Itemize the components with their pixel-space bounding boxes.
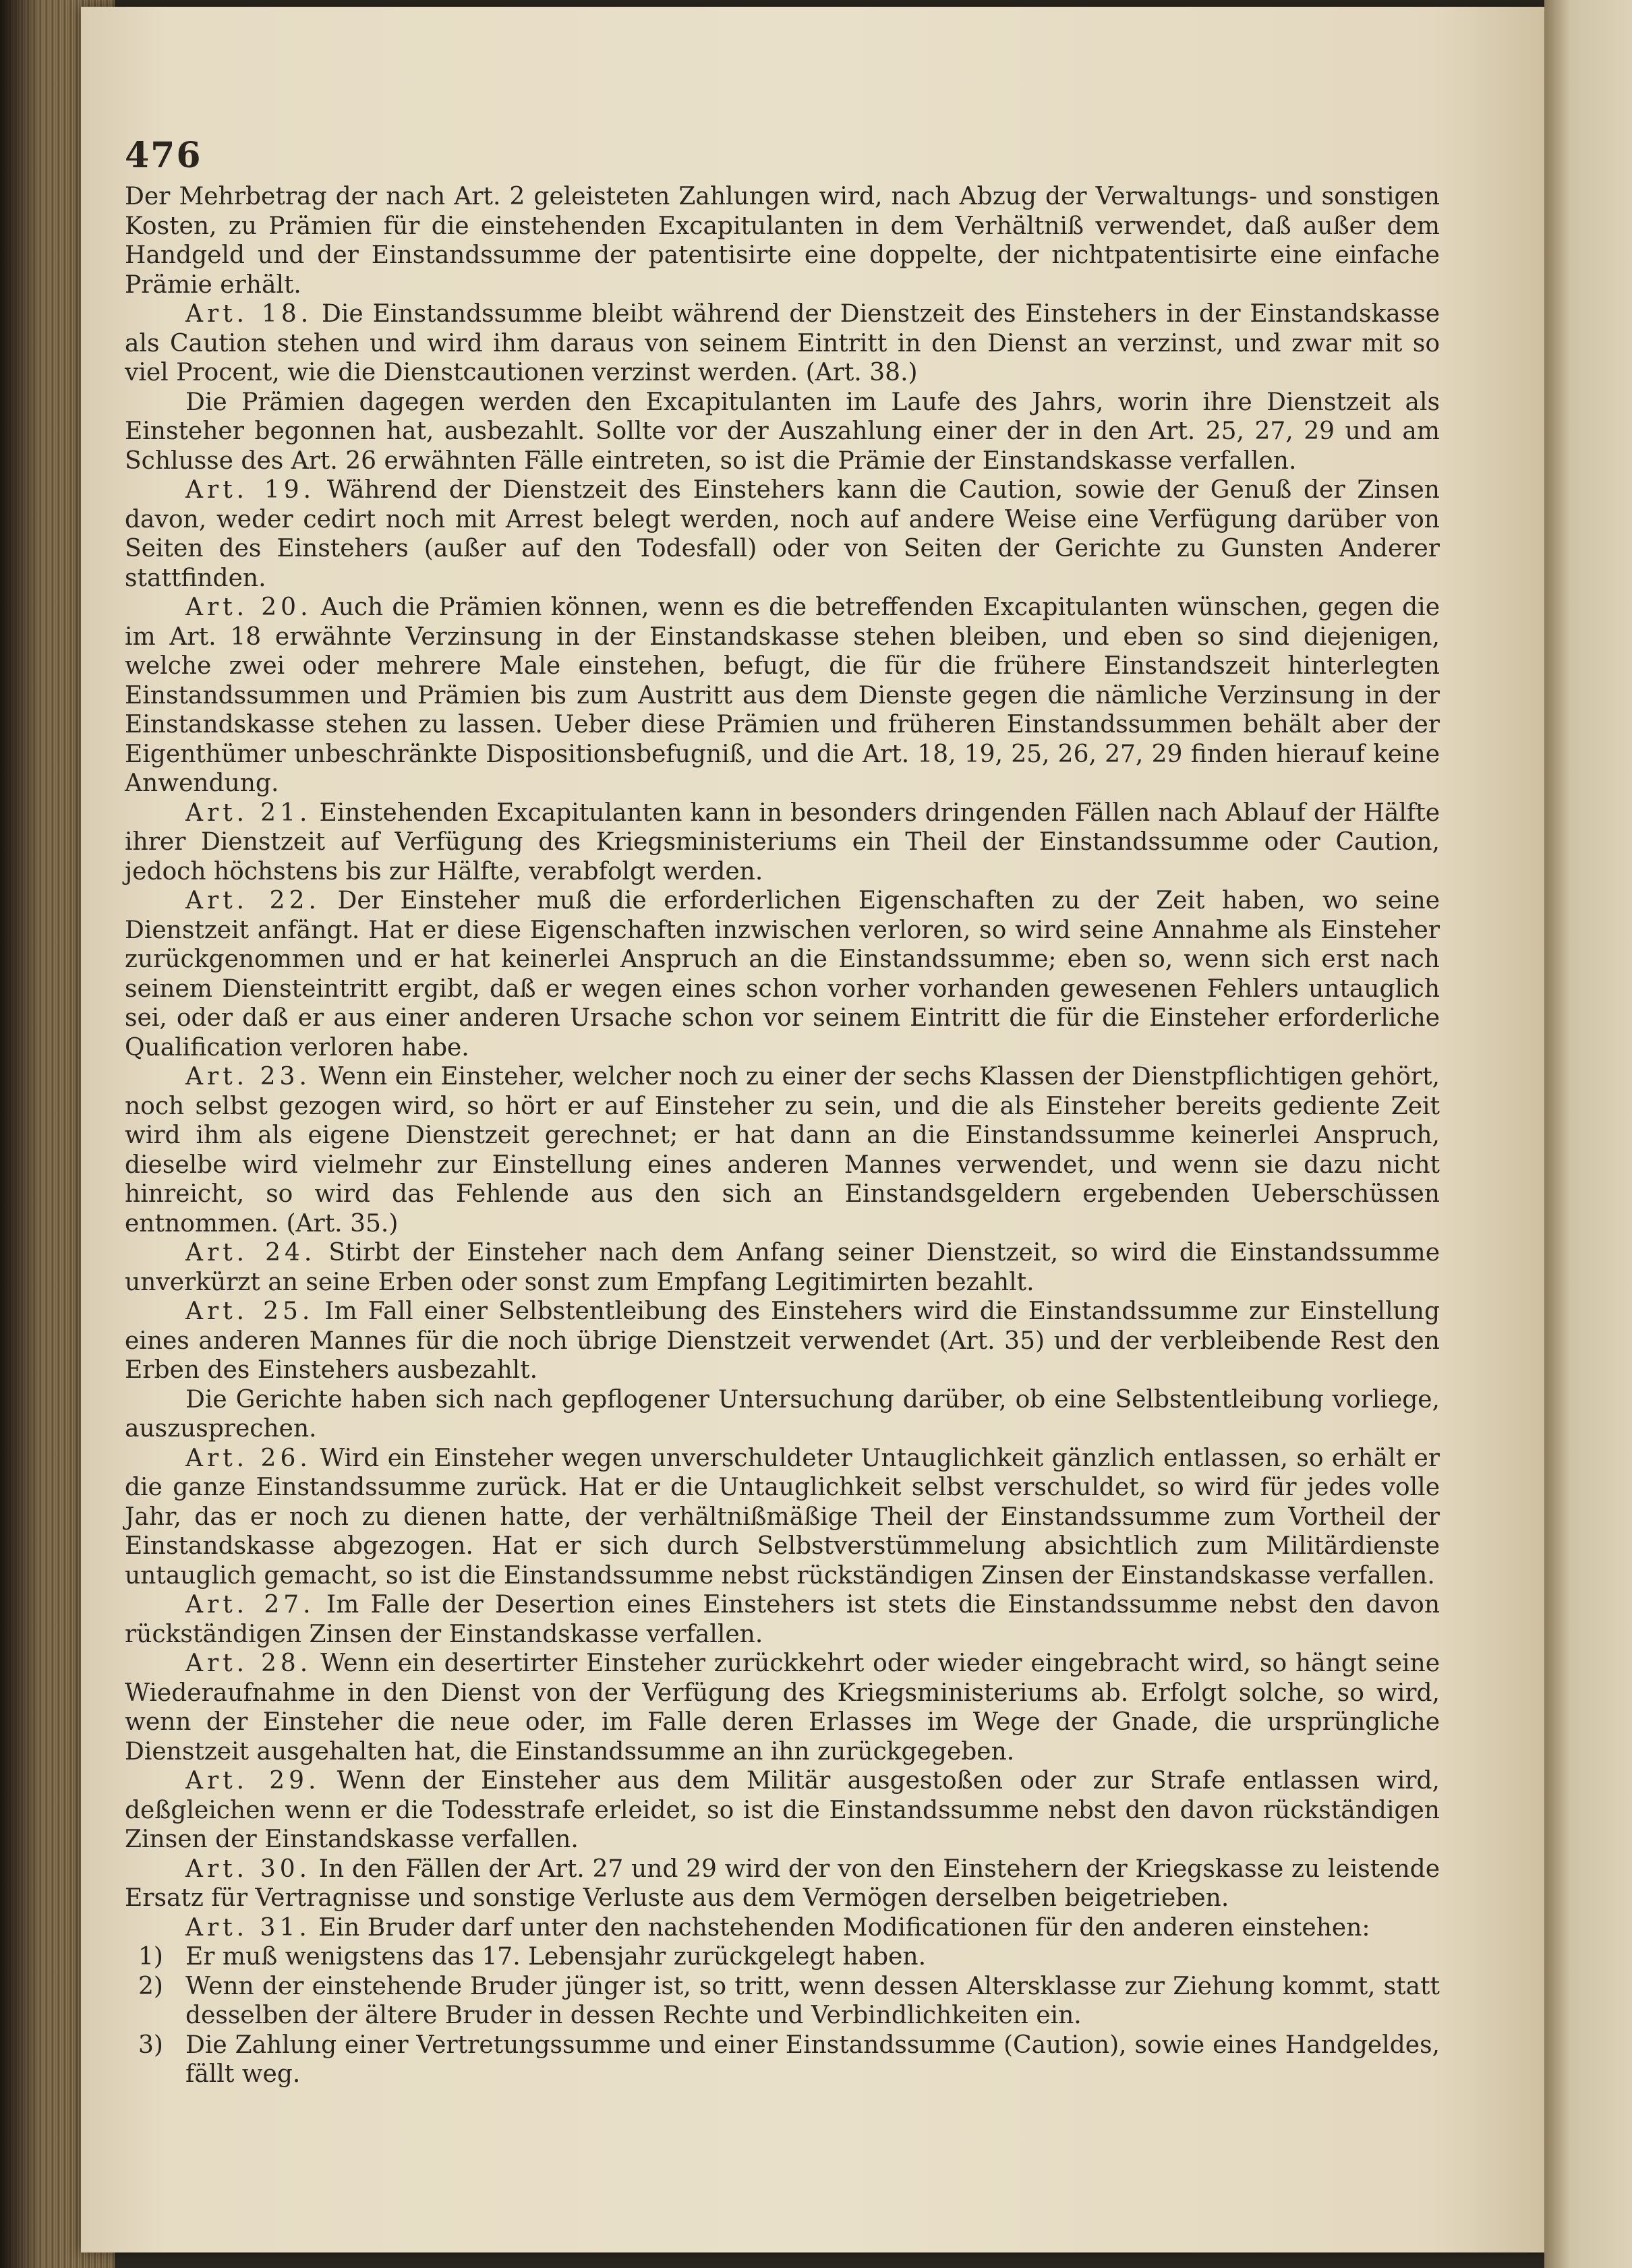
paragraph-text: Wenn der Einsteher aus dem Militär ausgestoßen oder zur Strafe entlassen wird, deßgleichen wenn er die Todesstrafe erleidet, so ist die Einstandssumme nebst den davon rückständigen Zinsen der Einstandskasse verfallen. bbox=[125, 1767, 1440, 1853]
article-paragraph bbox=[125, 1649, 1440, 1766]
paragraph-text: Der Einsteher muß die erforderlichen Eigenschaften zu der Zeit haben, wo seine Dienstzeit anfängt. Hat er diese Eigenschaften inzwischen verloren, so wird seine Annahme als Einsteher zurückgenommen und er hat keinerlei Anspruch an die Einstandssumme; eben so, wenn sich erst nach seinem Diensteintritt ergibt, daß er wegen eines schon vorher vorhanden gewesenen Fehlers untauglich sei, oder daß er aus einer anderen Ursache schon vor seinem Eintritt die für die Einsteher erforderliche Qualification verloren habe. bbox=[125, 887, 1440, 1062]
article-label: Art. 26. bbox=[185, 1444, 312, 1472]
list-item-number: 3) bbox=[138, 2031, 163, 2059]
article-label: Art. 28. bbox=[185, 1650, 312, 1677]
paragraph-text: Stirbt der Einsteher nach dem Anfang seiner Dienstzeit, so wird die Einstandssumme unverkürzt an seine Erben oder sonst zum Empfang Legitimirten bezahlt. bbox=[125, 1239, 1440, 1296]
paragraph-text: Der Mehrbetrag der nach Art. 2 geleisteten Zahlungen wird, nach Abzug der Verwaltungs- und sonstigen Kosten, zu Prämien für die einstehenden Excapitulanten in dem Verhältniß verwendet, daß außer dem Handgeld und der Einstandssumme der patentisirte eine doppelte, der nichtpatentisirte eine einfache Prämie erhält. bbox=[125, 183, 1440, 299]
article-label: Art. 27. bbox=[185, 1591, 315, 1619]
article-label: Art. 19. bbox=[185, 476, 316, 504]
article-label: Art. 29. bbox=[185, 1767, 320, 1795]
article-paragraph bbox=[125, 299, 1440, 388]
paragraph-text: Im Falle der Desertion eines Einstehers ist stets die Einstandssumme nebst den davon rückständigen Zinsen der Einstandskasse verfallen. bbox=[125, 1591, 1440, 1648]
article-paragraph bbox=[125, 475, 1440, 593]
list-item bbox=[125, 1972, 1440, 2031]
paragraph-text: Auch die Prämien können, wenn es die betreffenden Excapitulanten wünschen, gegen die im Art. 18 erwähnte Verzinsung in der Einstandskasse stehen bleiben, und eben so sind diejenigen, welche zwei oder mehrere Male einstehen, befugt, die für die frühere Einstandszeit hinterlegten Einstandssummen und Prämien bis zum Austritt aus dem Dienste gegen die nämliche Verzinsung in der Einstandskasse stehen zu lassen. Ueber diese Prämien und früheren Einstandssummen behält aber der Eigenthümer unbeschränkte Dispositionsbefugniß, und die Art. 18, 19, 25, 26, 27, 29 finden hierauf keine Anwendung. bbox=[125, 593, 1440, 797]
article-label: Art. 20. bbox=[185, 593, 312, 621]
paragraph-list bbox=[125, 182, 1440, 1942]
page-number: 476 bbox=[125, 135, 202, 176]
article-paragraph bbox=[125, 886, 1440, 1062]
paragraph-text: Einstehenden Excapitulanten kann in besonders dringenden Fällen nach Ablauf der Hälfte ihrer Dienstzeit auf Verfügung des Kriegsministeriums ein Theil der Einstandssumme oder Caution, jedoch höchstens bis zur Hälfte, verabfolgt werden. bbox=[125, 798, 1440, 885]
article-label: Art. 31. bbox=[185, 1913, 311, 1942]
list-item-text: Er muß wenigstens das 17. Lebensjahr zurückgelegt haben. bbox=[185, 1943, 927, 1971]
article-paragraph bbox=[125, 1590, 1440, 1649]
paragraph-text: Wenn ein desertirter Einsteher zurückkehrt oder wieder eingebracht wird, so hängt seine Wiederaufnahme in den Dienst von der Verfügung des Kriegsministeriums ab. Erfolgt solche, so wird, wenn der Einsteher die neue oder, im Falle deren Erlasses im Wege der Gnade, die ursprüngliche Dienstzeit ausgehalten hat, die Einstandssumme an ihn zurückgegeben. bbox=[125, 1650, 1440, 1766]
article-paragraph bbox=[125, 1297, 1440, 1385]
article-paragraph bbox=[125, 1062, 1440, 1238]
article-label: Art. 18. bbox=[185, 300, 313, 328]
paragraph-text: Die Gerichte haben sich nach gepflogener Untersuchung darüber, ob eine Selbstentleibung vorliege, auszusprechen. bbox=[125, 1385, 1440, 1443]
list-item-number: 1) bbox=[138, 1943, 163, 1971]
paragraph-text: Während der Dienstzeit des Einstehers kann die Caution, sowie der Genuß der Zinsen davon, weder cedirt noch mit Arrest belegt werden, noch auf andere Weise eine Verfügung darüber von Seiten des Einstehers (außer auf den Todesfall) oder von Seiten der Gerichte zu Gunsten Anderer stattfinden. bbox=[125, 476, 1440, 592]
paragraph-text: Die Einstandssumme bleibt während der Dienstzeit des Einstehers in der Einstandskasse als Caution stehen und wird ihm daraus von seinem Eintritt in den Dienst an verzinst, und zwar mit so viel Procent, wie die Dienstcautionen verzinst werden. (Art. 38.) bbox=[125, 300, 1440, 386]
list-item bbox=[125, 2031, 1440, 2089]
paragraph-text: Die Prämien dagegen werden den Excapitulanten im Laufe des Jahrs, worin ihre Dienstzeit als Einsteher begonnen hat, ausbezahlt. Sollte vor der Auszahlung einer der in den Art. 25, 27, 29 und am Schlusse des Art. 26 erwähnten Fälle eintreten, so ist die Prämie der Einstandskasse verfallen. bbox=[125, 388, 1440, 475]
article-label: Art. 22. bbox=[185, 887, 320, 914]
article-label: Art. 30. bbox=[185, 1855, 312, 1883]
paragraph-text: Ein Bruder darf unter den nachstehenden Modificationen für den anderen einstehen: bbox=[318, 1913, 1370, 1942]
list-item-text: Wenn der einstehende Bruder jünger ist, so tritt, wenn dessen Altersklasse zur Ziehung kommt, statt desselben der ältere Bruder in dessen Rechte und Verbindlichkeiten ein. bbox=[185, 1972, 1440, 2029]
paragraph bbox=[125, 388, 1440, 476]
article-label: Art. 24. bbox=[185, 1239, 316, 1267]
paragraph bbox=[125, 1385, 1440, 1444]
body-text bbox=[125, 182, 1440, 2089]
list-item-number: 2) bbox=[138, 1972, 163, 2000]
article-paragraph bbox=[125, 1913, 1440, 1943]
facing-page-edge bbox=[1544, 0, 1632, 2268]
article-paragraph bbox=[125, 1766, 1440, 1855]
article-paragraph bbox=[125, 1444, 1440, 1591]
paragraph-text: Im Fall einer Selbstentleibung des Einstehers wird die Einstandssumme zur Einstellung eines anderen Mannes für die noch übrige Dienstzeit verwendet (Art. 35) und der verbleibende Rest den Erben des Einstehers ausbezahlt. bbox=[125, 1298, 1440, 1384]
numbered-list bbox=[125, 1942, 1440, 2089]
article-paragraph bbox=[125, 798, 1440, 887]
article-label: Art. 25. bbox=[185, 1298, 314, 1325]
article-paragraph bbox=[125, 1238, 1440, 1297]
article-paragraph bbox=[125, 1855, 1440, 1913]
paragraph-text: In den Fällen der Art. 27 und 29 wird der von den Einstehern der Kriegskasse zu leistende Ersatz für Vertragnisse und sonstige Verluste aus dem Vermögen derselben beigetrieben. bbox=[125, 1855, 1440, 1912]
article-label: Art. 21. bbox=[185, 798, 312, 827]
paragraph bbox=[125, 182, 1440, 299]
list-item-text: Die Zahlung einer Vertretungssumme und einer Einstandssumme (Caution), sowie eines Handgeldes, fällt weg. bbox=[185, 2031, 1440, 2088]
list-item bbox=[125, 1942, 1440, 1972]
paragraph-text: Wenn ein Einsteher, welcher noch zu einer der sechs Klassen der Dienstpflichtigen gehört, noch selbst gezogen wird, so hört er auf Einsteher zu sein, und die als Einsteher bereits gediente Zeit wird ihm als eigene Dienstzeit gerechnet; er hat dann an die Einstandssumme keinerlei Anspruch, dieselbe wird vielmehr zur Einstellung eines anderen Mannes verwendet, und wenn sie dazu nicht hinreicht, so wird das Fehlende aus den sich an Einstandsgeldern ergebenden Ueberschüssen entnommen. (Art. 35.) bbox=[125, 1063, 1440, 1238]
article-paragraph bbox=[125, 593, 1440, 798]
article-label: Art. 23. bbox=[185, 1063, 311, 1091]
paragraph-text: Wird ein Einsteher wegen unverschuldeter Untauglichkeit gänzlich entlassen, so erhält er die ganze Einstandssumme zurück. Hat er die Untauglichkeit selbst verschuldet, so wird für jedes volle Jahr, das er noch zu dienen hatte, der verhältnißmäßige Theil der Einstandssumme zum Vortheil der Einstandskasse abgezogen. Hat er sich durch Selbstverstümmelung absichtlich zum Militärdienste untauglich gemacht, so ist die Einstandssumme nebst rückständigen Zinsen der Einstandskasse verfallen. bbox=[125, 1444, 1440, 1590]
